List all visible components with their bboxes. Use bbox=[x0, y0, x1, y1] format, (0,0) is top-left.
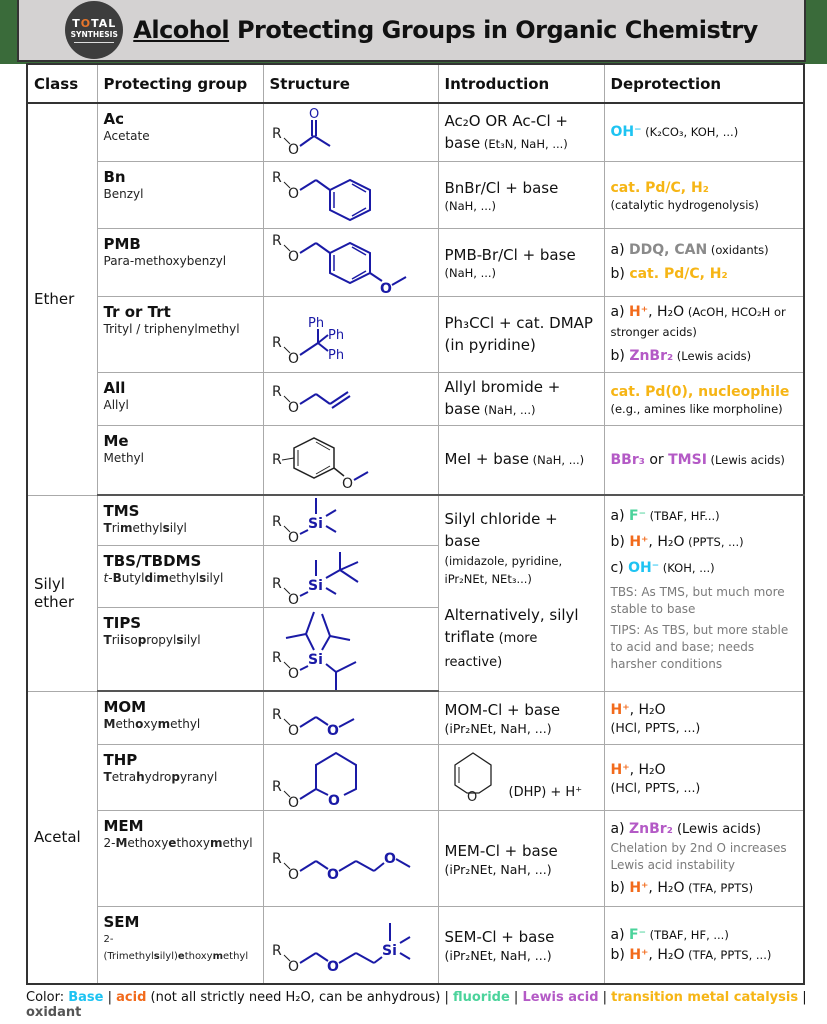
class-cell-ether: Ether bbox=[27, 103, 97, 495]
note-tips: TIPS: As TBS, but more stable to acid and base; needs harsher conditions bbox=[610, 623, 789, 671]
class-cell-silyl-ether bbox=[27, 495, 97, 691]
protecting-group-cell bbox=[97, 103, 263, 161]
column-header-protecting-group: Protecting group bbox=[97, 64, 263, 103]
legend-transition-metal: transition metal catalysis bbox=[611, 990, 799, 1005]
intro-text: Ac₂O OR Ac-Cl + bbox=[444, 111, 568, 130]
legend-base: Base bbox=[68, 990, 104, 1005]
intro-text: SEM-Cl + base bbox=[444, 928, 555, 947]
deprotection-cell bbox=[604, 691, 804, 744]
mom-structure-icon bbox=[264, 693, 439, 743]
dep-conditions: (TBAF, HF, ...) bbox=[645, 927, 729, 942]
structure-methyl bbox=[263, 425, 438, 495]
pg-abbr: SEM bbox=[103, 912, 140, 931]
intro-text: Alternatively, silyl triflate bbox=[444, 606, 579, 646]
legend-separator: | bbox=[798, 990, 807, 1005]
deprotection-cell bbox=[604, 372, 804, 425]
table-row bbox=[27, 103, 804, 161]
pg-abbr: MEM bbox=[103, 816, 144, 835]
intro-text: Allyl bromide + bbox=[444, 378, 561, 396]
option-label: b) bbox=[610, 348, 630, 364]
reagent-water: , H₂O bbox=[648, 304, 685, 320]
total-synthesis-logo bbox=[65, 1, 123, 59]
pg-abbr: All bbox=[103, 378, 126, 397]
pg-full-name: Methyl bbox=[103, 450, 144, 465]
svg-text:O: O bbox=[287, 185, 299, 202]
note-tbs: TBS: As TMS, but much more stable to base bbox=[610, 585, 785, 616]
protecting-group-cell bbox=[97, 296, 263, 372]
svg-text:R: R bbox=[271, 851, 282, 867]
legend-separator: | bbox=[598, 990, 612, 1005]
legend-oxidant: oxidant bbox=[26, 1005, 82, 1020]
svg-text:R: R bbox=[271, 706, 282, 723]
dep-conditions: (K₂CO₃, KOH, ...) bbox=[641, 125, 739, 140]
class-label: ether bbox=[34, 593, 75, 611]
reagent-lewis-acid: ZnBr₂ bbox=[629, 348, 674, 364]
intro-conditions: (iPr₂NEt, NaH, ...) bbox=[444, 948, 552, 964]
logo-text: TAL bbox=[91, 16, 117, 30]
svg-text:O: O bbox=[287, 249, 299, 265]
option-label: b) bbox=[610, 266, 630, 282]
svg-text:O: O bbox=[287, 665, 299, 682]
svg-text:O: O bbox=[287, 351, 299, 367]
ph-label: Ph bbox=[327, 328, 344, 343]
dep-conditions: (oxidants) bbox=[707, 243, 769, 257]
dep-conditions: (catalytic hydrogenolysis) bbox=[610, 197, 759, 212]
intro-conditions: (more reactive) bbox=[444, 631, 538, 670]
option-label: a) bbox=[610, 508, 629, 524]
intro-text: MEM-Cl + base bbox=[444, 841, 558, 860]
intro-conditions: (iPr₂NEt, NaH, ...) bbox=[444, 721, 552, 736]
svg-text:O: O bbox=[287, 592, 299, 606]
reagent-acid: H⁺ bbox=[629, 534, 649, 550]
pg-full-name: Allyl bbox=[103, 397, 129, 412]
table-row bbox=[27, 810, 804, 906]
svg-text:Si: Si bbox=[381, 942, 397, 959]
introduction-cell bbox=[438, 906, 604, 984]
reagent-lewis-acid: BBr₃ bbox=[610, 451, 645, 468]
pg-full-name: Trityl / triphenylmethyl bbox=[103, 321, 240, 336]
svg-text:O: O bbox=[379, 281, 392, 295]
svg-text:R: R bbox=[271, 383, 282, 400]
deprotection-cell bbox=[604, 228, 804, 296]
intro-conditions: (iPr₂NEt, NaH, ...) bbox=[444, 861, 552, 877]
protecting-group-cell: MOM Methoxymethyl bbox=[97, 691, 263, 744]
table-row bbox=[27, 228, 804, 296]
pg-abbr: TIPS bbox=[103, 613, 142, 632]
dep-conditions: (TBAF, HF...) bbox=[645, 509, 720, 523]
svg-text:R: R bbox=[271, 335, 282, 351]
introduction-cell bbox=[438, 161, 604, 228]
class-cell-acetal: Acetal bbox=[27, 691, 97, 984]
trityl-structure-icon bbox=[264, 297, 439, 371]
svg-text:O: O bbox=[326, 722, 339, 739]
dep-conditions: (HCl, PPTS, ...) bbox=[610, 779, 701, 795]
logo-text-o: O bbox=[80, 16, 92, 30]
ph-label: Ph bbox=[327, 348, 344, 363]
intro-text: Silyl chloride + base bbox=[444, 510, 558, 550]
benzyl-structure-icon bbox=[264, 162, 439, 228]
deprotection-cell-silyl bbox=[604, 495, 804, 691]
protecting-group-cell: MEM 2-Methoxyethoxymethyl bbox=[97, 810, 263, 906]
svg-text:Si: Si bbox=[307, 578, 323, 594]
structure-tips bbox=[263, 607, 438, 691]
logo-subtext: SYNTHESIS bbox=[70, 29, 118, 39]
svg-text:O: O bbox=[287, 399, 299, 416]
intro-text: (in pyridine) bbox=[444, 336, 536, 354]
structure-allyl bbox=[263, 372, 438, 425]
protecting-group-cell: TIPS Triisopropylsilyl bbox=[97, 607, 263, 691]
reagent-acid: H⁺ bbox=[629, 946, 649, 963]
protecting-group-cell: TMS Trimethylsilyl bbox=[97, 495, 263, 545]
reagent-acid: H⁺ bbox=[610, 702, 630, 718]
reagent-lewis-acid: TMSI bbox=[668, 451, 707, 468]
pg-abbr: Me bbox=[103, 431, 129, 450]
legend-separator: | bbox=[509, 990, 523, 1005]
svg-text:O: O bbox=[341, 475, 353, 492]
reagent-transition-metal: cat. Pd(0), nucleophile bbox=[610, 383, 790, 400]
reagent-water: , H₂O bbox=[648, 879, 685, 896]
intro-text: PMB-Br/Cl + base bbox=[444, 246, 576, 264]
structure-mom bbox=[263, 691, 438, 744]
logo-underline bbox=[74, 42, 114, 43]
structure-mem bbox=[263, 810, 438, 906]
pg-abbr: TBS/TBDMS bbox=[103, 551, 202, 570]
option-label: a) bbox=[610, 926, 629, 943]
structure-sem bbox=[263, 906, 438, 984]
svg-text:O: O bbox=[287, 530, 299, 545]
title-keyword: Alcohol bbox=[133, 16, 230, 44]
column-header-deprotection: Deprotection bbox=[604, 64, 804, 103]
option-label: b) bbox=[610, 946, 630, 963]
logo-text: T bbox=[72, 16, 81, 30]
table-row bbox=[27, 161, 804, 228]
reagent-acid: H⁺ bbox=[629, 304, 649, 320]
reagent-acid: H⁺ bbox=[610, 761, 630, 778]
dep-conditions: (TFA, PPTS) bbox=[684, 880, 754, 895]
reagent-acid: H⁺ bbox=[629, 879, 649, 896]
dep-conditions: (Lewis acids) bbox=[672, 821, 762, 837]
acetate-structure-icon bbox=[264, 104, 439, 160]
protecting-group-cell bbox=[97, 372, 263, 425]
introduction-cell bbox=[438, 691, 604, 744]
dihydropyran-structure-icon bbox=[445, 747, 505, 807]
intro-text: (DHP) + H⁺ bbox=[508, 785, 583, 800]
intro-conditions: (NaH, ...) bbox=[444, 198, 497, 213]
protecting-groups-table bbox=[26, 63, 805, 985]
option-label: a) bbox=[610, 820, 629, 837]
pg-abbr: THP bbox=[103, 750, 138, 769]
pg-full-name: Benzyl bbox=[103, 186, 144, 201]
option-label: c) bbox=[610, 560, 629, 576]
legend-separator: | bbox=[440, 990, 453, 1005]
tbs-structure-icon bbox=[264, 546, 439, 606]
svg-text:O: O bbox=[466, 790, 477, 805]
intro-text: base bbox=[444, 133, 481, 152]
introduction-cell bbox=[438, 372, 604, 425]
table-row bbox=[27, 906, 804, 984]
svg-text:O: O bbox=[287, 795, 299, 809]
introduction-cell bbox=[438, 744, 604, 810]
deprotection-cell bbox=[604, 161, 804, 228]
note-chelation: Chelation by 2nd O increases Lewis acid instability bbox=[610, 840, 787, 872]
intro-conditions: (NaH, ...) bbox=[480, 403, 536, 417]
svg-text:O: O bbox=[326, 867, 339, 883]
page-header bbox=[17, 0, 806, 62]
protecting-group-cell: THP Tetrahydropyranyl bbox=[97, 744, 263, 810]
protecting-group-cell bbox=[97, 161, 263, 228]
pg-full-name: Acetate bbox=[103, 129, 150, 143]
deprotection-cell bbox=[604, 906, 804, 984]
page-title bbox=[133, 16, 757, 44]
reagent-oxidant: DDQ, CAN bbox=[629, 242, 708, 258]
reagent-lewis-acid: ZnBr₂ bbox=[629, 820, 673, 837]
dep-conditions: (PPTS, ...) bbox=[684, 535, 744, 549]
intro-text: Ph₃CCl + cat. DMAP bbox=[444, 314, 593, 332]
introduction-cell bbox=[438, 228, 604, 296]
color-legend bbox=[26, 990, 827, 1020]
svg-text:R: R bbox=[271, 514, 282, 531]
introduction-cell-silyl bbox=[438, 495, 604, 691]
protecting-group-cell: SEM 2-(Trimethylsilyl)ethoxymethyl bbox=[97, 906, 263, 984]
svg-text:O: O bbox=[308, 107, 319, 123]
methyl-aryl-structure-icon bbox=[264, 426, 439, 494]
reagent-water: , H₂O bbox=[648, 534, 685, 550]
option-label: b) bbox=[610, 534, 630, 550]
column-header-structure: Structure bbox=[263, 64, 438, 103]
pg-full-name: Para-methoxybenzyl bbox=[103, 253, 227, 268]
pg-abbr: Ac bbox=[103, 110, 125, 128]
column-header-class: Class bbox=[27, 64, 97, 103]
tips-structure-icon bbox=[264, 608, 439, 690]
structure-trityl bbox=[263, 296, 438, 372]
reagent-transition-metal: cat. Pd/C, H₂ bbox=[629, 266, 728, 282]
option-label: a) bbox=[610, 304, 629, 320]
svg-text:O: O bbox=[287, 867, 299, 883]
sem-structure-icon bbox=[264, 907, 439, 983]
svg-text:O: O bbox=[287, 142, 299, 159]
table-row bbox=[27, 372, 804, 425]
legend-prefix: Color: bbox=[26, 990, 69, 1005]
structure-tms bbox=[263, 495, 438, 545]
introduction-cell bbox=[438, 425, 604, 495]
reagent-base: OH⁻ bbox=[610, 124, 642, 141]
dep-conditions: (Lewis acids) bbox=[706, 452, 785, 467]
intro-text: base bbox=[444, 400, 481, 418]
dep-conditions: (KOH, ...) bbox=[659, 561, 715, 575]
legend-separator: | bbox=[103, 990, 117, 1005]
tms-structure-icon bbox=[264, 496, 439, 544]
reagent-water: , H₂O bbox=[648, 946, 685, 963]
svg-text:R: R bbox=[271, 779, 282, 795]
introduction-cell bbox=[438, 296, 604, 372]
intro-text: MeI + base bbox=[444, 450, 529, 469]
structure-acetate bbox=[263, 103, 438, 161]
svg-text:Si: Si bbox=[307, 651, 323, 668]
deprotection-cell bbox=[604, 103, 804, 161]
dep-conditions: (HCl, PPTS, ...) bbox=[610, 720, 701, 735]
svg-text:O: O bbox=[327, 793, 340, 809]
pg-abbr: Tr or Trt bbox=[103, 302, 171, 321]
reagent-fluoride: F⁻ bbox=[629, 926, 646, 943]
mem-structure-icon bbox=[264, 811, 439, 905]
svg-text:O: O bbox=[326, 958, 339, 975]
structure-pmb bbox=[263, 228, 438, 296]
svg-text:Si: Si bbox=[307, 516, 323, 533]
legend-fluoride: fluoride bbox=[452, 990, 510, 1005]
protecting-group-cell bbox=[97, 425, 263, 495]
protecting-group-cell bbox=[97, 228, 263, 296]
reagent-water: , H₂O bbox=[629, 761, 666, 778]
reagent-water: , H₂O bbox=[629, 702, 666, 718]
intro-conditions: (Et₃N, NaH, ...) bbox=[480, 136, 568, 151]
connector-text: or bbox=[644, 451, 669, 468]
legend-acid-note: (not all strictly need H₂O, can be anhydrous) bbox=[146, 990, 441, 1005]
reagent-transition-metal: cat. Pd/C, H₂ bbox=[610, 179, 709, 196]
pg-abbr: MOM bbox=[103, 698, 147, 716]
structure-benzyl bbox=[263, 161, 438, 228]
deprotection-cell bbox=[604, 744, 804, 810]
intro-text: BnBr/Cl + base bbox=[444, 178, 559, 197]
pg-abbr: Bn bbox=[103, 167, 126, 186]
table-row bbox=[27, 495, 804, 545]
table-header-row bbox=[27, 64, 804, 103]
intro-conditions: (NaH, ...) bbox=[444, 266, 497, 280]
dep-conditions: (AcOH, HCO₂H or stronger acids) bbox=[610, 305, 786, 339]
table-row bbox=[27, 296, 804, 372]
deprotection-cell bbox=[604, 425, 804, 495]
introduction-cell bbox=[438, 810, 604, 906]
column-header-introduction: Introduction bbox=[438, 64, 604, 103]
option-label: a) bbox=[610, 242, 629, 258]
ph-label: Ph bbox=[307, 316, 324, 331]
structure-thp bbox=[263, 744, 438, 810]
option-label: b) bbox=[610, 879, 630, 896]
table-row bbox=[27, 691, 804, 744]
svg-text:O: O bbox=[287, 722, 299, 739]
introduction-cell bbox=[438, 103, 604, 161]
legend-acid: acid bbox=[116, 990, 147, 1005]
svg-text:O: O bbox=[287, 958, 299, 975]
svg-text:R: R bbox=[271, 576, 282, 592]
protecting-group-cell: TBS/TBDMS t-Butyldimethylsilyl bbox=[97, 545, 263, 607]
class-label: Silyl bbox=[34, 575, 65, 593]
svg-text:R: R bbox=[271, 126, 282, 143]
deprotection-cell bbox=[604, 810, 804, 906]
intro-conditions: (NaH, ...) bbox=[528, 453, 585, 468]
pg-abbr: TMS bbox=[103, 502, 140, 520]
table-row bbox=[27, 425, 804, 495]
svg-text:R: R bbox=[271, 169, 282, 186]
pmb-structure-icon bbox=[264, 229, 439, 295]
thp-structure-icon bbox=[264, 745, 439, 809]
deprotection-cell bbox=[604, 296, 804, 372]
intro-text: MOM-Cl + base bbox=[444, 701, 561, 719]
allyl-structure-icon bbox=[264, 374, 439, 424]
dep-conditions: (Lewis acids) bbox=[673, 349, 752, 363]
pg-abbr: PMB bbox=[103, 234, 141, 253]
title-rest: Protecting Groups in Organic Chemistry bbox=[229, 16, 758, 44]
svg-text:R: R bbox=[271, 942, 282, 959]
intro-conditions: (imidazole, pyridine, iPr₂NEt, NEt₃...) bbox=[444, 554, 563, 586]
legend-lewis-acid: Lewis acid bbox=[522, 990, 599, 1005]
svg-text:R: R bbox=[271, 649, 282, 666]
reagent-fluoride: F⁻ bbox=[629, 508, 646, 524]
svg-text:R: R bbox=[271, 451, 282, 468]
table-row bbox=[27, 744, 804, 810]
dep-conditions: (TFA, PPTS, ...) bbox=[684, 947, 772, 962]
svg-text:O: O bbox=[383, 851, 396, 867]
reagent-base: OH⁻ bbox=[628, 560, 660, 576]
dep-conditions: (e.g., amines like morpholine) bbox=[610, 401, 783, 416]
svg-text:R: R bbox=[271, 233, 282, 249]
structure-tbs bbox=[263, 545, 438, 607]
